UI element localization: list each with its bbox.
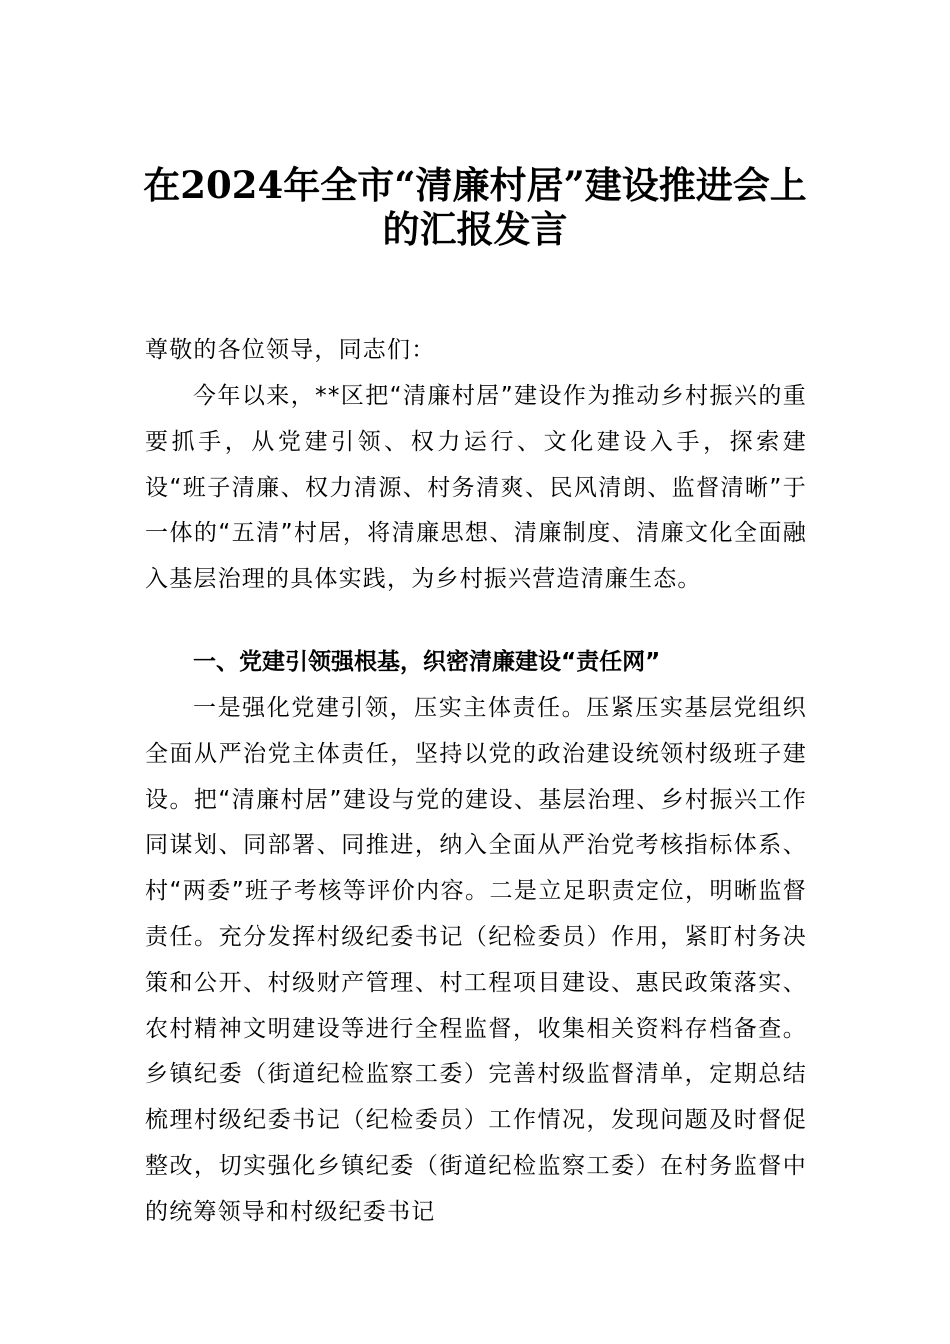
document-title-line-2: 的汇报发言 <box>382 207 568 251</box>
paragraph-intro: 今年以来，**区把“清廉村居”建设作为推动乡村振兴的重要抓手，从党建引领、权力运行、文化建设入手，探索建设“班子清廉、权力清源、村务清爽、民风清朗、监督清晰”于一体的“五清”村居，将清廉思想、清廉制度、清廉文化全面融入基层治理的具体实践，为乡村振兴营造清廉生态。 <box>145 383 807 593</box>
section-heading-1: 一、党建引领强根基，织密清廉建设“责任网” <box>193 649 661 675</box>
document-title-line-1: 在2024年全市“清廉村居”建设推进会上 <box>143 163 807 207</box>
body-block-section-1 <box>145 686 807 1236</box>
paragraph-section-1: 一是强化党建引领，压实主体责任。压紧压实基层党组织全面从严治党主体责任，坚持以党的政治建设统领村级班子建设。把“清廉村居”建设与党的建设、基层治理、乡村振兴工作同谋划、同部署、同推进，纳入全面从严治党考核指标体系、村“两委”班子考核等评价内容。二是立足职责定位，明晰监督责任。充分发挥村级纪委书记（纪检委员）作用，紧盯村务决策和公开、村级财产管理、村工程项目建设、惠民政策落实、农村精神文明建设等进行全程监督，收集相关资料存档备查。乡镇纪委（街道纪检监察工委）完善村级监督清单，定期总结梳理村级纪委书记（纪检委员）工作情况，发现问题及时督促整改，切实强化乡镇纪委（街道纪检监察工委）在村务监督中的统筹领导和村级纪委书记 <box>145 695 807 1225</box>
salutation: 尊敬的各位领导，同志们： <box>145 337 436 363</box>
body-block-intro <box>145 374 807 603</box>
